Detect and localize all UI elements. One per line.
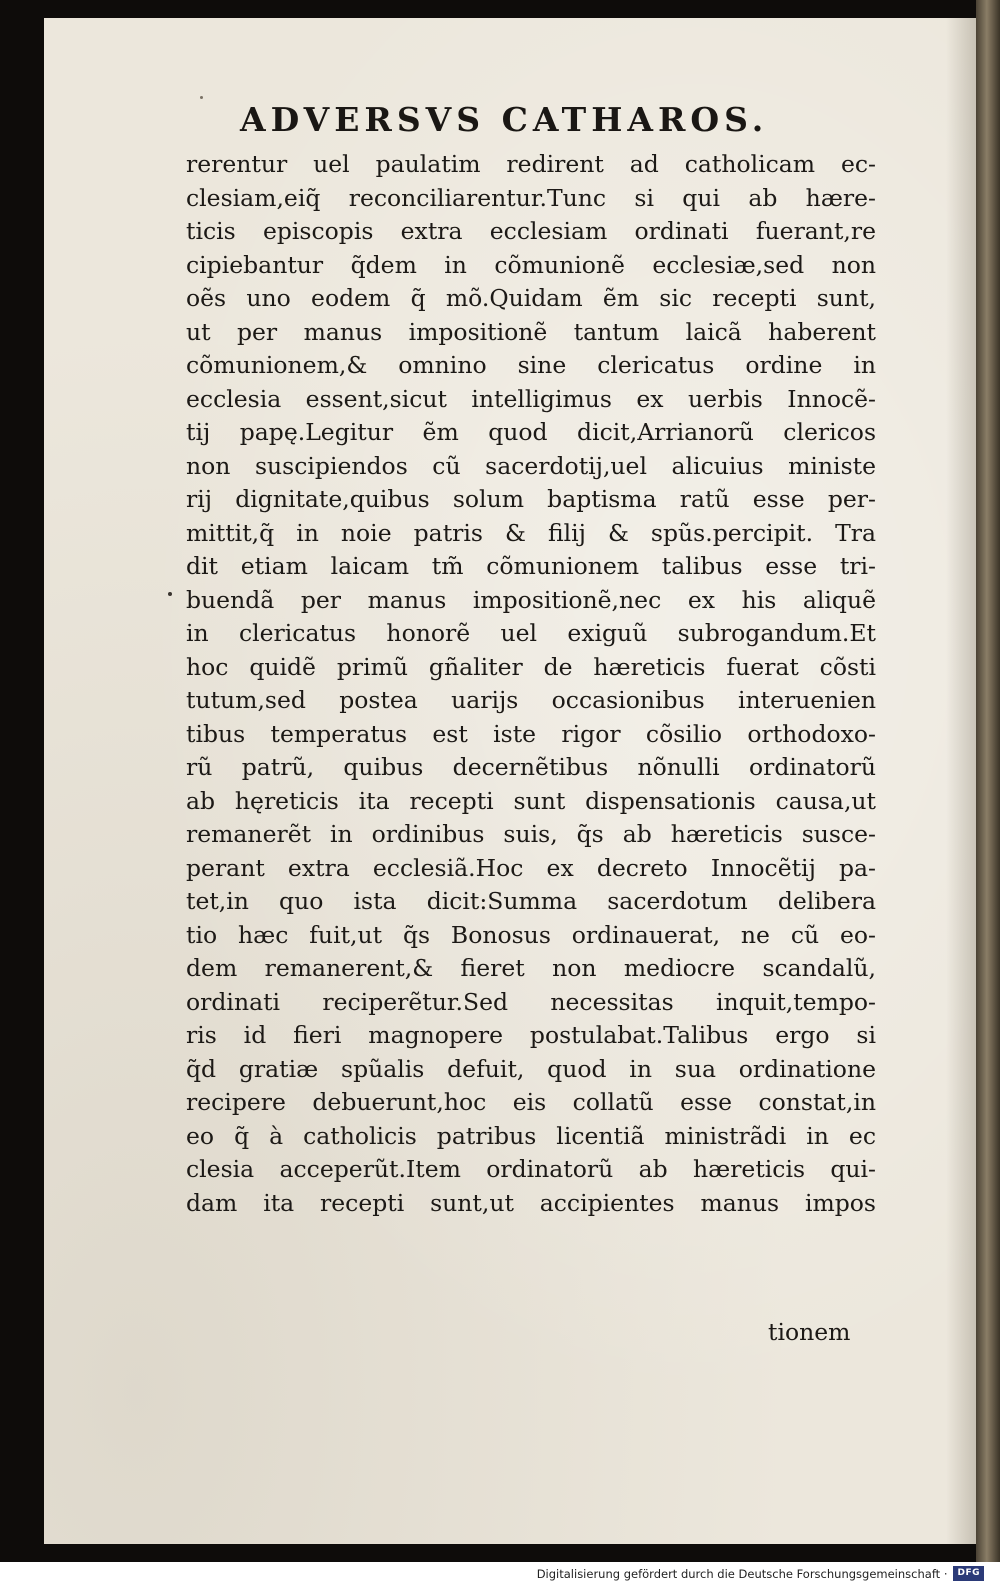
- text-line: dit etiam laicam tm̃ cõmunionem talibus esse tri-: [186, 552, 876, 580]
- text-line: clesiam,eiq̃ reconciliarentur.Tunc si qui ab hære-: [186, 183, 876, 212]
- ink-speck: [168, 592, 172, 596]
- body-text: [186, 148, 886, 1220]
- text-line: ab hęreticis ita recepti sunt dispensationis causa,ut: [186, 786, 876, 815]
- text-line: ris id fieri magnopere postulabat.Talibus ergo si: [186, 1021, 876, 1049]
- text-line: q̃d gratiæ spũalis defuit, quod in sua ordinatione: [186, 1054, 876, 1083]
- text-line: cipiebantur q̃dem in cõmunionẽ ecclesiæ,sed non: [186, 250, 876, 279]
- page-edge: [976, 0, 1000, 1562]
- text-line: remanerẽt in ordinibus suis, q̃s ab hæreticis susce-: [186, 820, 876, 848]
- text-line: rũ patrũ, quibus decernẽtibus nõnulli ordinatorũ: [186, 753, 876, 781]
- text-line: hoc quidẽ primũ gñaliter de hæreticis fuerat cõsti: [186, 652, 876, 681]
- footer-credit: Digitalisierung gefördert durch die Deutsche Forschungsgemeinschaft ·: [536, 1566, 948, 1581]
- text-line: recipere debuerunt,hoc eis collatũ esse constat,in: [186, 1088, 876, 1116]
- text-line: ordinati reciperẽtur.Sed necessitas inquit,tempo-: [186, 987, 876, 1016]
- ink-speck: [200, 96, 203, 99]
- text-line: non suscipiendos cũ sacerdotij,uel alicuius ministe: [186, 451, 876, 480]
- text-line: tet,in quo ista dicit:Summa sacerdotum delibera: [186, 887, 876, 915]
- text-line: perant extra ecclesiã.Hoc ex decreto Innocẽtij pa-: [186, 853, 876, 882]
- text-line: eo q̃ à catholicis patribus licentiã ministrãdi in ec: [186, 1121, 876, 1150]
- text-line: rerentur uel paulatim redirent ad catholicam ec-: [186, 150, 876, 178]
- running-head: ADVERSVS CATHAROS.: [240, 100, 769, 139]
- text-line: oẽs uno eodem q̃ mõ.Quidam ẽm sic recepti sunt,: [186, 284, 876, 312]
- text-line: in clericatus honorẽ uel exiguũ subrogandum.Et: [186, 619, 876, 647]
- text-line: ecclesia essent,sicut intelligimus ex uerbis Innocẽ-: [186, 384, 876, 413]
- text-line: ticis episcopis extra ecclesiam ordinati fuerant,re: [186, 217, 876, 245]
- text-line: tibus temperatus est iste rigor cõsilio orthodoxo-: [186, 719, 876, 748]
- page-shadow: [946, 18, 976, 1544]
- catchword: tionem: [768, 1318, 851, 1346]
- text-line: dem remanerent,& fieret non mediocre scandalũ,: [186, 954, 876, 982]
- text-line: clesia acceperũt.Item ordinatorũ ab hæreticis qui-: [186, 1155, 876, 1183]
- dfg-logo: DFG: [953, 1566, 984, 1581]
- text-line: ut per manus impositionẽ tantum laicã haberent: [186, 317, 876, 346]
- digitization-footer: [537, 1566, 984, 1581]
- text-line: tutum,sed postea uarijs occasionibus interuenien: [186, 686, 876, 714]
- text-line: mittit,q̃ in noie patris & filij & spũs.percipit. Tra: [186, 518, 876, 547]
- text-line: dam ita recepti sunt,ut accipientes manus impos: [186, 1188, 876, 1217]
- text-line: tij papę.Legitur ẽm quod dicit,Arrianorũ clericos: [186, 418, 876, 446]
- text-line: cõmunionem,& omnino sine clericatus ordine in: [186, 351, 876, 379]
- text-line: rij dignitate,quibus solum baptisma ratũ esse per-: [186, 485, 876, 513]
- text-line: buendã per manus impositionẽ,nec ex his aliquẽ: [186, 585, 876, 614]
- text-line: tio hæc fuit,ut q̃s Bonosus ordinauerat, ne cũ eo-: [186, 920, 876, 949]
